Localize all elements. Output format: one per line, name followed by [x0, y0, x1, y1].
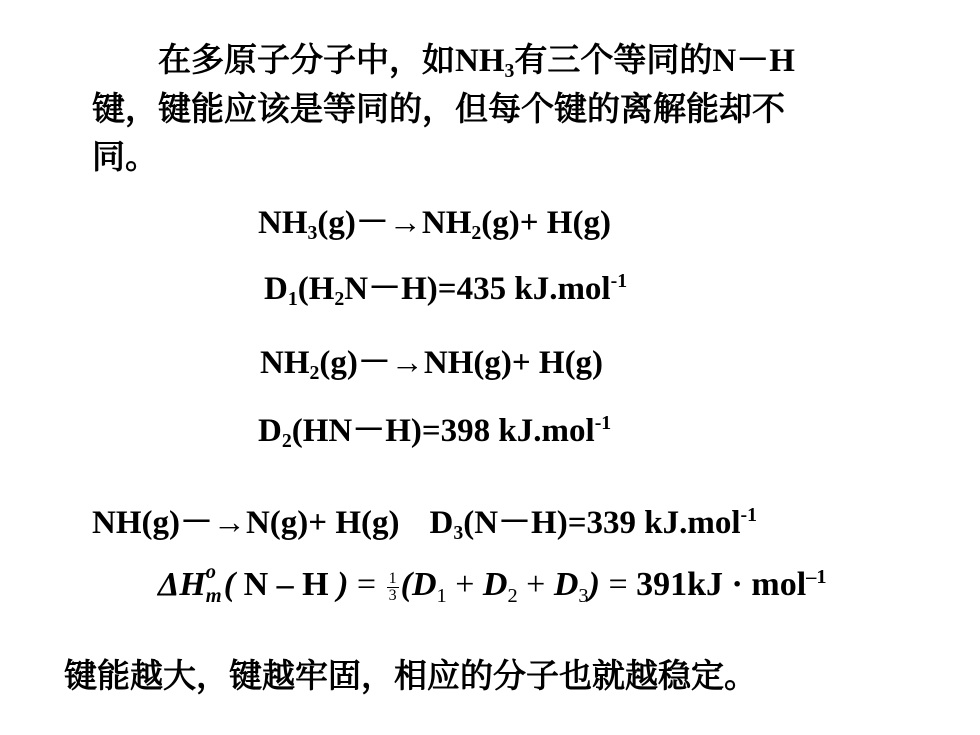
- average-bond-enthalpy-formula: ΔH o m ( N – H ) = $\frac{1}{3}$ $(D_1 + D_2 + D_3) = 391kJ \cdot mol^{-1}$: [158, 561, 827, 608]
- equals-1: =: [348, 566, 385, 603]
- reaction-1-equation: [258, 196, 611, 243]
- nh3-formula: [455, 43, 515, 82]
- d1-sub: 1: [287, 287, 298, 310]
- result-value: 391kJ · mol: [636, 566, 807, 603]
- conclusion-text: 键能越大，键越牢固，相应的分子也就越稳定。: [64, 656, 757, 695]
- lparen-2: (: [400, 566, 412, 603]
- rparen-2: ): [588, 566, 600, 603]
- r3-equation: NH(g)－→N(g)+ H(g): [92, 505, 400, 541]
- delta-h-symbol: ΔH: [158, 566, 206, 603]
- d3-part-b: (N－H)=339 kJ.mol: [463, 505, 741, 541]
- d3-term-sub: 3: [578, 585, 589, 608]
- reaction-3-line: [92, 496, 757, 543]
- one-third-fraction: [387, 571, 399, 604]
- d2-sub: 2: [281, 429, 292, 452]
- nh3-base: NH: [455, 43, 505, 79]
- d1-sup: -1: [610, 270, 628, 293]
- lparen: (: [223, 566, 236, 603]
- d3-term: D: [553, 566, 579, 603]
- r2-sub-a: 2: [309, 361, 320, 384]
- d3-sub: 3: [453, 521, 464, 544]
- intro-paragraph: [92, 36, 912, 181]
- d2-term-sub: 2: [507, 585, 518, 608]
- intro-line-2: 键，键能应该是等同的，但每个键的离解能却不: [92, 89, 785, 128]
- r1-sub-b: 2: [471, 221, 482, 244]
- d1-part-b: N－H)=435 kJ.mol: [344, 271, 611, 307]
- nh-bond-label: N－H: [712, 43, 795, 79]
- r2-part-b: (g)－→NH(g)+ H(g): [319, 345, 604, 381]
- intro-text-2: 有三个等同的: [514, 40, 713, 79]
- reaction-1-dissociation: [264, 262, 627, 309]
- nh3-sub: 3: [504, 59, 515, 82]
- d2-sup: -1: [594, 412, 612, 435]
- reaction-2-equation: [260, 336, 603, 383]
- plus-2: +: [517, 566, 554, 603]
- r1-sub-a: 3: [307, 221, 318, 244]
- d2-term: D: [482, 566, 508, 603]
- r1-part-a: NH: [258, 205, 308, 241]
- d1-symbol: D: [264, 271, 288, 307]
- equals-2: =: [599, 566, 637, 603]
- d2-part-b: (HN－H)=398 kJ.mol: [291, 413, 595, 449]
- d1-sub-a: 2: [334, 287, 345, 310]
- d2-symbol: D: [258, 413, 282, 449]
- result-unit-sup: –1: [806, 565, 827, 588]
- bond-nh: N – H: [235, 566, 338, 603]
- fraction-numerator: 1: [388, 569, 397, 587]
- intro-line-3: 同。: [92, 137, 158, 176]
- d1-part-a: (H: [297, 271, 335, 307]
- fraction-denominator: 3: [388, 586, 397, 604]
- intro-text-1: 在多原子分子中，如: [158, 40, 455, 79]
- r2-part-a: NH: [260, 345, 310, 381]
- d3-sup: -1: [740, 504, 758, 527]
- r1-part-b: (g)－→NH: [317, 205, 472, 241]
- d1-term: D: [411, 566, 437, 603]
- r1-part-c: (g)+ H(g): [481, 205, 611, 241]
- rparen: ): [337, 566, 349, 603]
- d1-term-sub: 1: [436, 585, 447, 608]
- intro-line-1: [92, 36, 912, 85]
- reaction-2-dissociation: [258, 404, 611, 451]
- plus-1: +: [446, 566, 483, 603]
- d3-symbol: D: [429, 505, 454, 541]
